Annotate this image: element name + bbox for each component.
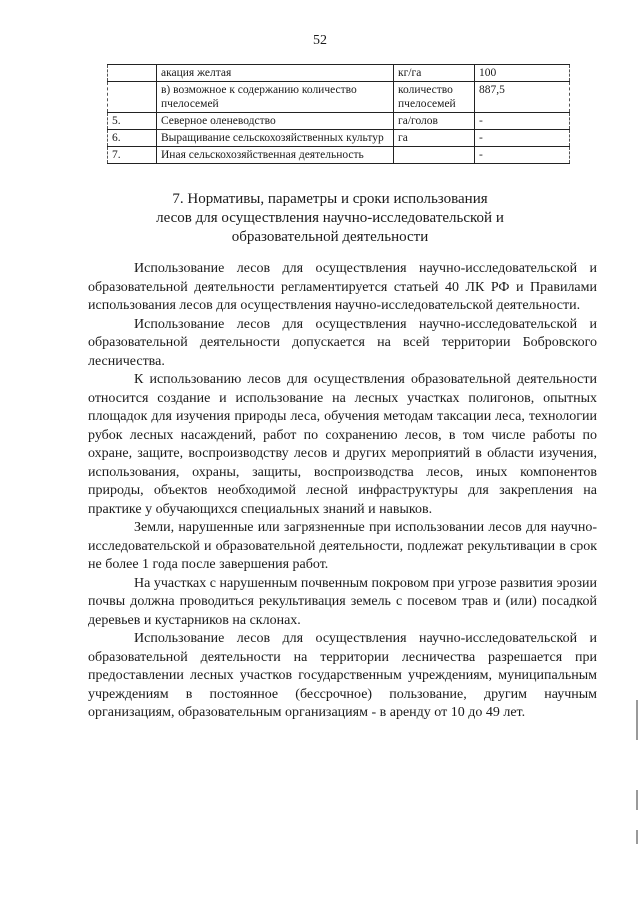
paragraph: Земли, нарушенные или загрязненные при использовании лесов для научно-исследовательской и образовательной деятельности, подлежат рекультивации в срок не более 1 года после завершения работ. — [88, 520, 597, 572]
table-cell-num: 7. — [108, 147, 157, 164]
section-heading-line: 7. Нормативы, параметры и сроки использования — [172, 191, 488, 207]
paragraph: Использование лесов для осуществления научно-исследовательской и образовательной деятельности допускается на всей территории Бобровского лесничества. — [88, 316, 597, 369]
table-cell-value: - — [475, 113, 570, 130]
section-heading-line: лесов для осуществления научно-исследовательской и — [156, 210, 504, 226]
table-cell-value: - — [475, 147, 570, 164]
table-cell-value: - — [475, 130, 570, 147]
paragraph: Использование лесов для осуществления научно-исследовательской и образовательной деятельности регламентируется статьей 40 ЛК РФ и Правилами использования лесов для осуществления научно-исследовательской деятельности. — [88, 261, 597, 313]
table-cell-name: Северное оленеводство — [157, 113, 394, 130]
scan-edge-mark — [636, 790, 638, 810]
table-row — [108, 65, 570, 82]
table-cell-name: Иная сельскохозяйственная деятельность — [157, 147, 394, 164]
scan-edge-mark — [636, 830, 638, 844]
table-cell-num — [108, 65, 157, 82]
table-cell-unit: количество пчелосемей — [394, 82, 475, 113]
table-cell-num: 5. — [108, 113, 157, 130]
land-use-table — [107, 64, 570, 164]
table-row — [108, 82, 570, 113]
table-row — [108, 147, 570, 164]
body-text — [88, 260, 597, 723]
paragraph: Использование лесов для осуществления научно-исследовательской и образовательной деятельности на территории лесничества разрешается при предоставлении лесных участков государственным учреждениям, муниципальным учреждениям в постоянное (бессрочное) пользование, другим научным организациям, образовательным организациям - в аренду от 10 до 49 лет. — [88, 631, 597, 720]
table-cell-unit: га/голов — [394, 113, 475, 130]
table-row — [108, 113, 570, 130]
section-heading — [80, 190, 580, 247]
table-cell-name: акация желтая — [157, 65, 394, 82]
paragraph: К использованию лесов для осуществления образовательной деятельности относится создание и использование на лесных участках полигонов, опытных площадок для изучения природы леса, обучения методам таксации леса, технологии рубок лесных насаждений, работ по сохранению лесов, в том числе работы по охране, защите, воспроизводству лесов и других мероприятий в области изучения, использования, охраны, защиты, воспроизводства лесов, иных компонентов природы, объектов необходимой лесной инфраструктуры для закрепления на практике у обучающихся специальных знаний и навыков. — [88, 372, 597, 517]
table-cell-num — [108, 82, 157, 113]
table-row — [108, 130, 570, 147]
table-cell-num: 6. — [108, 130, 157, 147]
table-cell-name: в) возможное к содержанию количество пчелосемей — [157, 82, 394, 113]
table-cell-unit — [394, 147, 475, 164]
table-cell-value: 887,5 — [475, 82, 570, 113]
page-number: 52 — [313, 33, 327, 48]
scan-edge-mark — [636, 700, 638, 740]
paragraph: На участках с нарушенным почвенным покровом при угрозе развития эрозии почвы должна проводиться рекультивация земель с посевом трав и (или) посадкой деревьев и кустарников на склонах. — [88, 575, 597, 628]
section-heading-line: образовательной деятельности — [231, 229, 429, 245]
table-cell-unit: га — [394, 130, 475, 147]
table-cell-value: 100 — [475, 65, 570, 82]
table-cell-name: Выращивание сельскохозяйственных культур — [157, 130, 394, 147]
table-cell-unit: кг/га — [394, 65, 475, 82]
